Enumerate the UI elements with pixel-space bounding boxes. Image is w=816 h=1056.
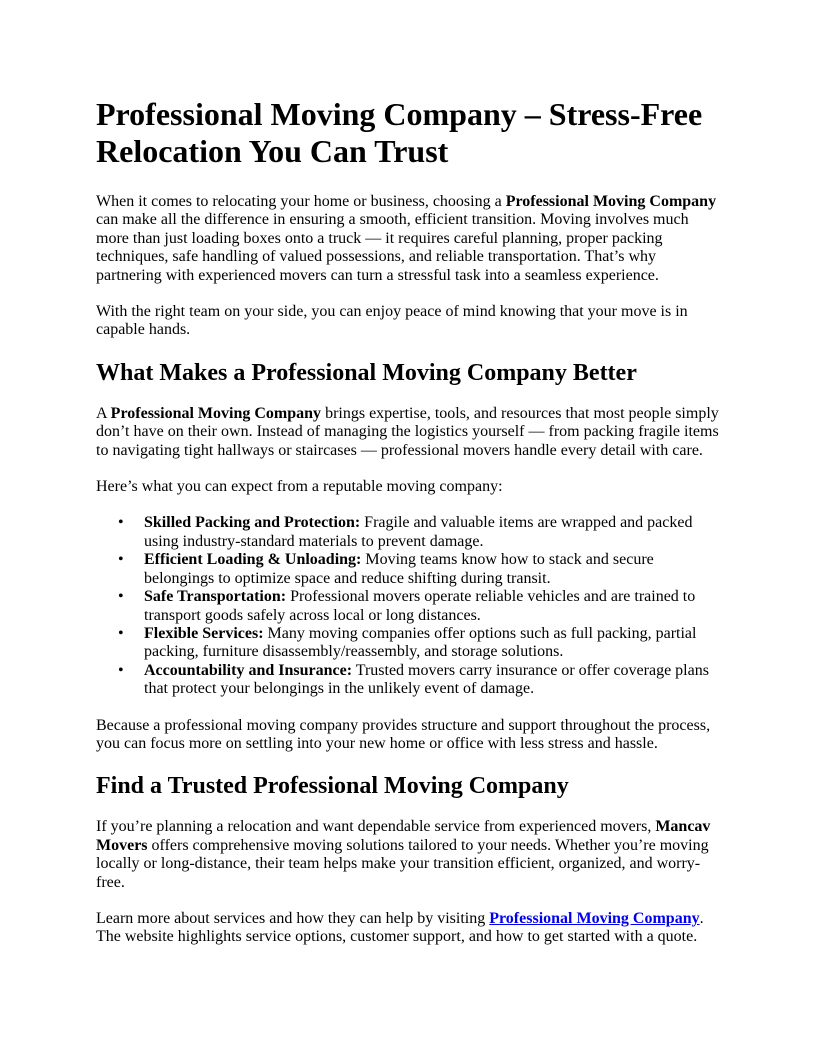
list-item-title: Skilled Packing and Protection: (144, 514, 361, 532)
list-item (144, 514, 720, 551)
list-item-text: Fragile and valuable items are wrapped and packed using industry-standard materials to prevent damage. (144, 514, 693, 550)
list-item (144, 551, 720, 588)
section2-text-d: . The website highlights service options, customer support, and how to get started with a quote. (96, 909, 704, 946)
list-item-title: Accountability and Insurance: (144, 661, 353, 679)
section1-paragraph-2: Here’s what you can expect from a reputable moving company: (96, 478, 503, 496)
intro-paragraph-2: With the right team on your side, you can enjoy peace of mind knowing that your move is in capable hands. (96, 303, 688, 339)
section1-heading: What Makes a Professional Moving Company Better (96, 359, 637, 386)
intro-text-b: can make all the difference in ensuring a smooth, efficient transition. Moving involves much more than just loading boxes onto a truck — it requires careful planning, proper packing techniques, safe handling of valued possessions, and reliable transportation. That’s why partnering with experienced movers can turn a stressful task into a seamless experience. (96, 211, 689, 284)
list-item-text: Trusted movers carry insurance or offer coverage plans that protect your belongings in the unlikely event of damage. (144, 661, 709, 698)
section2-heading: Find a Trusted Professional Moving Company (96, 773, 569, 800)
list-item-text: Moving teams know how to stack and secure belongings to optimize space and reduce shifting during transit. (144, 551, 654, 587)
document-page (96, 96, 720, 965)
section2-paragraph-2 (96, 910, 720, 947)
list-item (144, 625, 720, 662)
section2-text-b: offers comprehensive moving solutions tailored to your needs. Whether you’re moving locally or long-distance, their team helps make your transition efficient, organized, and worry-free. (96, 836, 709, 891)
intro-paragraph-1 (96, 193, 720, 285)
list-item-title: Safe Transportation: (144, 588, 287, 606)
intro-bold-term: Professional Moving Company (505, 193, 717, 210)
section2-paragraph-1 (96, 818, 720, 892)
intro-text-a: When it comes to relocating your home or business, choosing a (96, 193, 506, 210)
company-name: Mancav Movers (96, 818, 711, 854)
list-item-title: Efficient Loading & Unloading: (144, 551, 362, 569)
section1-paragraph-1 (96, 405, 720, 460)
list-item (144, 588, 720, 625)
section2-text-c: Learn more about services and how they can help by visiting (96, 909, 490, 927)
section2-text-a: If you’re planning a relocation and want dependable service from experienced movers, (96, 818, 656, 836)
section1-text-b: brings expertise, tools, and resources that most people simply don’t have on their own. Instead of managing the logistics yourself — from packing fragile items to navigating tight hallways or staircases — professional movers handle every detail with care. (96, 404, 719, 459)
list-item-text: Professional movers operate reliable vehicles and are trained to transport goods safely across local or long distances. (144, 588, 696, 624)
page-title: Professional Moving Company – Stress-Free Relocation You Can Trust (96, 96, 703, 169)
section1-bold-term: Professional Moving Company (110, 404, 322, 422)
list-item-text: Many moving companies offer options such as full packing, partial packing, furniture disassembly/reassembly, and storage solutions. (144, 624, 697, 661)
section1-text-a: A (96, 404, 111, 422)
features-list (96, 514, 720, 698)
list-item (144, 662, 720, 699)
list-item-title: Flexible Services: (144, 624, 264, 642)
professional-moving-company-link[interactable]: Professional Moving Company (489, 909, 700, 927)
section1-paragraph-3: Because a professional moving company provides structure and support throughout the process, you can focus more on settling into your new home or office with less stress and hassle. (96, 716, 711, 752)
